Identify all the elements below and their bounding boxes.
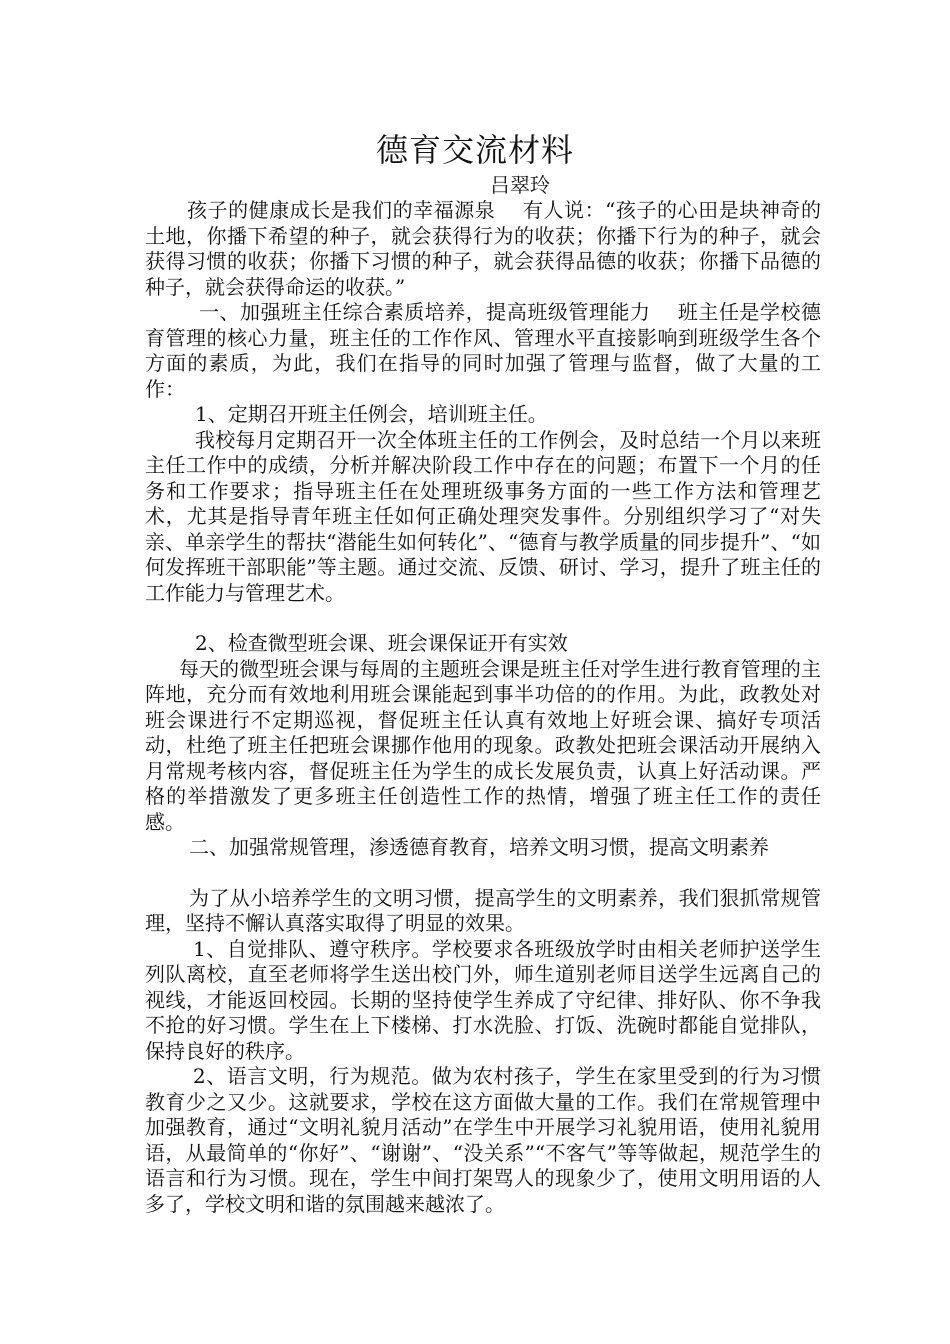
paragraph-habit-1: 1、自觉排队、遵守秩序。学校要求各班级放学时由相关老师护送学生列队离校，直至老师将学生送出校门外，师生道别老师目送学生远离自己的视线，才能返回校园。长期的坚持使学生养成了守纪律、排好队、你不争我不抢的好习惯。学生在上下楼梯、打水洗脸、打饭、洗碗时都能自觉排队，保持良好的秩序。 (145, 936, 821, 1063)
paragraph-habit-2: 2、语言文明，行为规范。做为农村孩子，学生在家里受到的行为习惯教育少之又少。这就要求，学校在这方面做大量的工作。我们在常规管理中加强教育，通过“文明礼貌月活动”在学生中开展学习礼貌用语，使用礼貌用语，从最简单的“你好”、“谢谢”、“没关系”“不客气”等等做起，规范学生的语言和行为习惯。现在，学生中间打架骂人的现象少了，使用文明用语的人多了，学校文明和谐的氛围越来越浓了。 (145, 1064, 821, 1216)
paragraph-gap (145, 606, 821, 631)
paragraph-intro: 孩子的健康成长是我们的幸福源泉 有人说：“孩子的心田是块神奇的土地，你播下希望的种子，就会获得行为的收获；你播下行为的种子，就会获得习惯的收获；你播下习惯的种子，就会获得品德的收获；你播下品德的种子，就会获得命运的收获。” (145, 198, 821, 299)
paragraph-item-2-body: 每天的微型班会课与每周的主题班会课是班主任对学生进行教育管理的主阵地，充分而有效地利用班会课能起到事半功倍的的作用。为此，政教处对班会课进行不定期巡视，督促班主任认真有效地上好班会课、搞好专项活动，杜绝了班主任把班会课挪作他用的现象。政教处把班会课活动开展纳入月常规考核内容，督促班主任为学生的成长发展负责，认真上好活动课。严格的举措激发了更多班主任创造性工作的热情，增强了班主任工作的责任感。 (145, 656, 821, 834)
paragraph-section-one: 一、加强班主任综合素质培养，提高班级管理能力 班主任是学校德育管理的核心力量，班主任的工作作风、管理水平直接影响到班级学生各个方面的素质，为此，我们在指导的同时加强了管理与监督，做了大量的工作： (145, 300, 821, 401)
paragraph-section-two-intro: 为了从小培养学生的文明习惯，提高学生的文明素养，我们狠抓常规管理，坚持不懈认真落实取得了明显的效果。 (145, 885, 821, 935)
paragraph-section-two: 二、加强常规管理，渗透德育教育，培养文明习惯，提高文明素养 (189, 835, 769, 859)
paragraph-item-2-heading: 2、检查微型班会课、班会课保证开有实效 (195, 631, 568, 655)
document-title: 德育交流材料 (375, 131, 574, 169)
paragraph-item-1-heading: 1、定期召开班主任例会，培训班主任。 (195, 402, 548, 426)
document-body (145, 198, 821, 1217)
document-author: 吕翠玲 (490, 173, 550, 197)
paragraph-gap (145, 861, 821, 886)
paragraph-item-1-body: 我校每月定期召开一次全体班主任的工作例会，及时总结一个月以来班主任工作中的成绩，分析并解决阶段工作中存在的问题；布置下一个月的任务和工作要求；指导班主任在处理班级事务方面的一些工作方法和管理艺术，尤其是指导青年班主任如何正确处理突发事件。分别组织学习了“对失亲、单亲学生的帮扶“潜能生如何转化”、“德育与教学质量的同步提升”、“如何发挥班干部职能”等主题。通过交流、反馈、研讨、学习，提升了班主任的工作能力与管理艺术。 (145, 427, 821, 605)
